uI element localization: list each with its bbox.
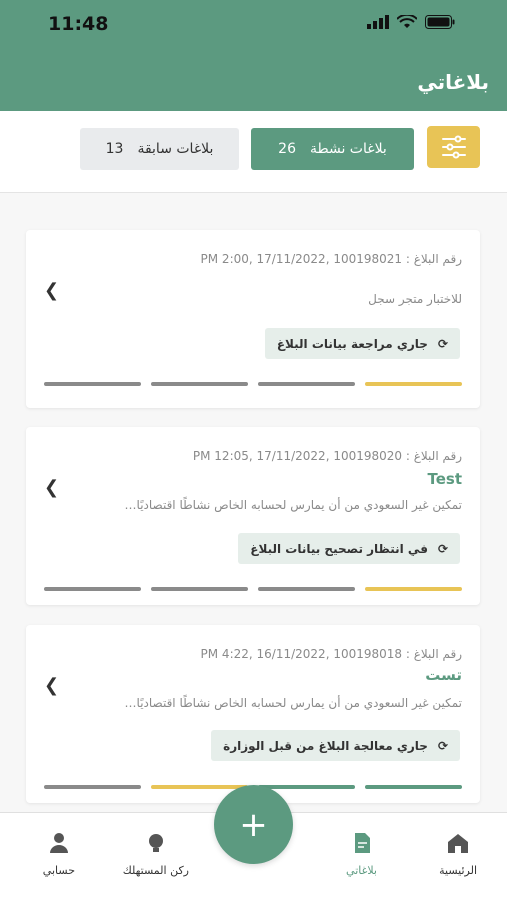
document-icon <box>350 831 374 855</box>
refresh-icon: ⟳ <box>437 738 448 753</box>
report-meta: رقم البلاغ : 100198018 ,16/11/2022 ,PM 4:22 <box>200 647 462 661</box>
status-badge <box>211 730 460 761</box>
nav-item-account[interactable] <box>43 831 75 877</box>
progress-segment <box>365 587 462 591</box>
sliders-icon <box>441 135 467 159</box>
user-icon <box>47 831 71 855</box>
progress-segment <box>44 785 141 789</box>
status-label: في انتظار تصحيح بيانات البلاغ <box>250 541 428 556</box>
status-label: جاري معالجة البلاغ من قبل الوزارة <box>223 738 428 753</box>
signal-icon <box>367 15 389 29</box>
progress-segment <box>151 785 248 789</box>
tab-active-reports[interactable] <box>251 128 414 170</box>
report-card[interactable] <box>26 427 480 605</box>
chevron-left-icon[interactable]: ❮ <box>44 675 60 696</box>
chevron-left-icon[interactable]: ❮ <box>44 477 60 498</box>
page-title: بلاغاتي <box>417 70 489 94</box>
nav-item-consumer-corner[interactable] <box>123 831 189 877</box>
chevron-left-icon[interactable]: ❮ <box>44 280 60 301</box>
status-badge <box>265 328 460 359</box>
progress-segment <box>258 382 355 386</box>
status-label: جاري مراجعة بيانات البلاغ <box>276 336 428 351</box>
progress-segment <box>365 382 462 386</box>
lightbulb-icon <box>144 831 168 855</box>
report-description: تمكين غير السعودي من أن يمارس لحسابه الخاص نشاطًا اقتصاديًا… <box>124 498 462 512</box>
nav-label: ركن المستهلك <box>122 864 189 877</box>
status-icons <box>367 15 455 29</box>
progress-segment <box>44 382 141 386</box>
progress-segment <box>365 785 462 789</box>
refresh-icon: ⟳ <box>437 541 448 556</box>
nav-label: حسابي <box>42 864 75 877</box>
report-description: للاختبار متجر سجل <box>368 292 462 306</box>
filter-button[interactable] <box>427 126 480 168</box>
nav-item-home[interactable] <box>439 831 477 877</box>
active-reports-label: بلاغات نشطة <box>309 141 387 157</box>
refresh-icon: ⟳ <box>437 336 448 351</box>
battery-icon <box>425 15 455 29</box>
progress-segment <box>44 587 141 591</box>
plus-icon: + <box>239 804 268 845</box>
report-meta: رقم البلاغ : 100198020 ,17/11/2022 ,PM 12:05 <box>192 449 462 463</box>
past-reports-label: بلاغات سابقة <box>137 141 214 157</box>
report-meta: رقم البلاغ : 100198021 ,17/11/2022 ,PM 2:00 <box>200 252 462 266</box>
progress-bar <box>44 587 462 591</box>
past-reports-count: 13 <box>105 141 124 157</box>
add-report-button[interactable] <box>214 785 293 864</box>
wifi-icon <box>397 15 417 29</box>
nav-item-my-reports[interactable] <box>346 831 377 877</box>
filter-bar <box>0 111 507 193</box>
tab-past-reports[interactable] <box>80 128 239 170</box>
progress-segment <box>151 587 248 591</box>
progress-bar <box>44 382 462 386</box>
report-title: Test <box>427 470 462 488</box>
nav-label: الرئيسية <box>439 864 477 877</box>
progress-segment <box>151 382 248 386</box>
report-card[interactable] <box>26 230 480 408</box>
report-description: تمكين غير السعودي من أن يمارس لحسابه الخاص نشاطًا اقتصاديًا… <box>124 696 462 710</box>
home-icon <box>445 831 471 855</box>
status-time: 11:48 <box>48 13 109 35</box>
active-reports-count: 26 <box>278 141 296 157</box>
report-card[interactable] <box>26 625 480 803</box>
status-badge <box>238 533 460 564</box>
progress-segment <box>258 587 355 591</box>
nav-label: بلاغاتي <box>346 864 377 877</box>
app-header <box>0 0 507 111</box>
progress-segment <box>258 785 355 789</box>
report-title: تست <box>425 666 462 684</box>
